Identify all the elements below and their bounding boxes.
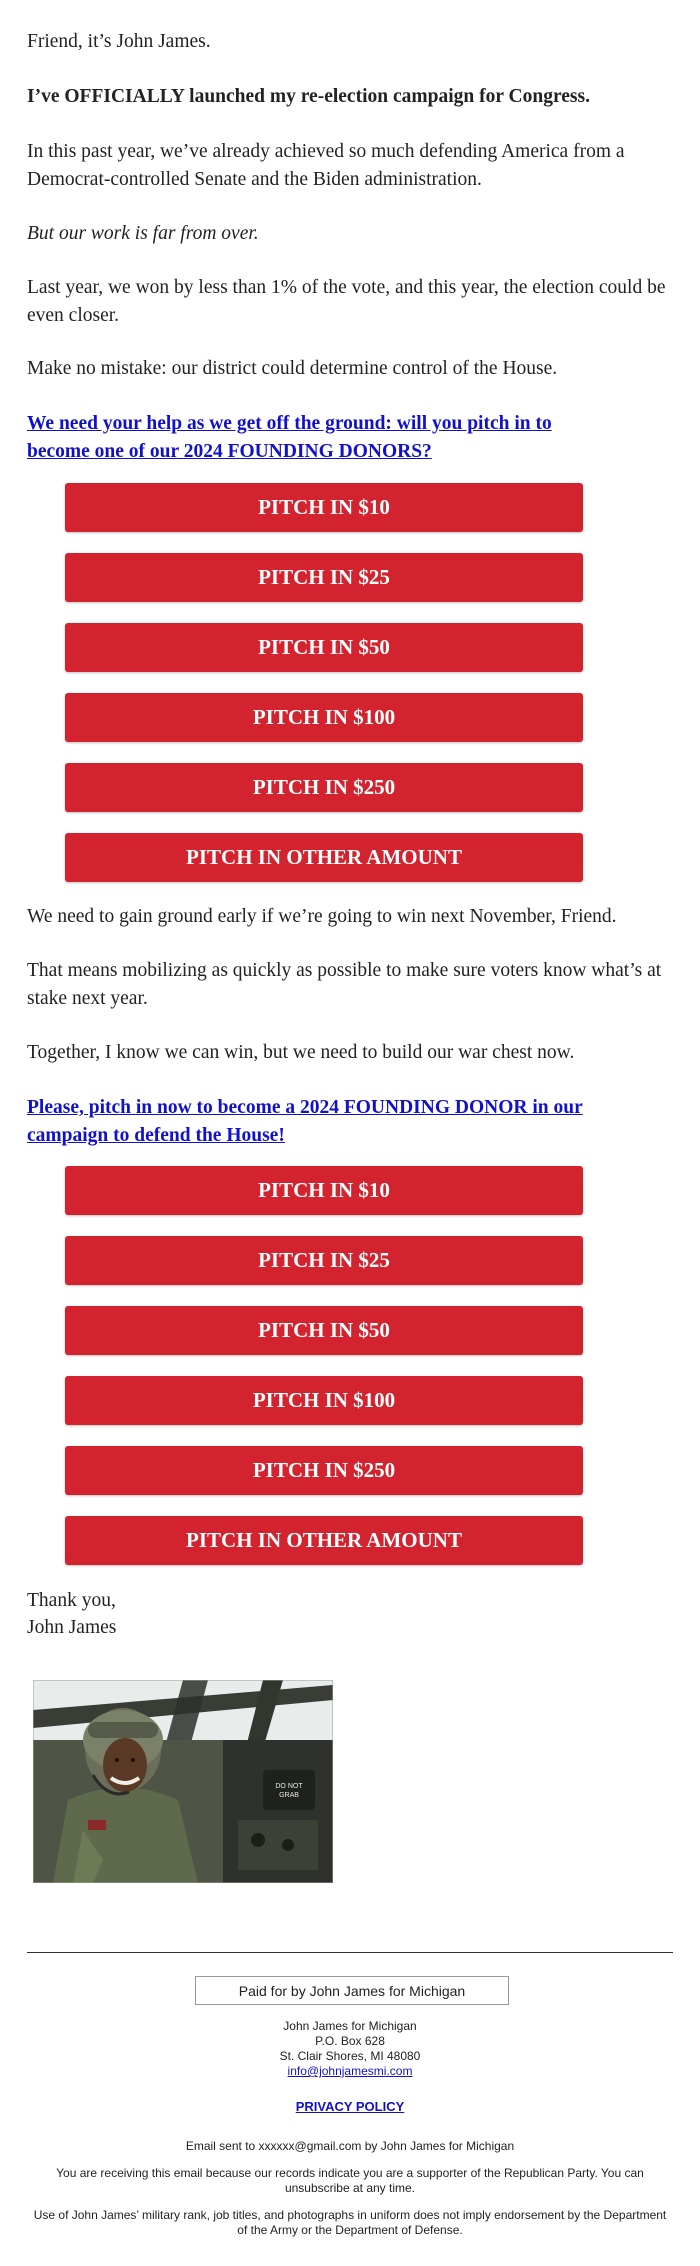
donate-link-1[interactable]: We need your help as we get off the ground: will you pitch in to become one of our 2024 FOUNDING DONORS? (27, 413, 552, 462)
do-not-grab-label: DO NOT (275, 1783, 303, 1790)
donate-link-2[interactable]: Please, pitch in now to become a 2024 FOUNDING DONOR in our campaign to defend the House! (27, 1097, 583, 1146)
footer-city: St. Clair Shores, MI 48080 (279, 2049, 421, 2063)
headline: I’ve OFFICIALLY launched my re-election campaign for Congress. (27, 86, 590, 107)
pitch-in-other-button[interactable]: PITCH IN OTHER AMOUNT (65, 833, 583, 882)
paragraph-2: But our work is far from over. (27, 223, 259, 244)
signoff: Thank you, (27, 1590, 116, 1611)
cockpit-photo-illustration (33, 1680, 333, 1883)
paragraph-6: That means mobilizing as quickly as possible to make sure voters know what’s at stake next year. (27, 960, 662, 1009)
pitch-in-other-button-2[interactable]: PITCH IN OTHER AMOUNT (65, 1516, 583, 1565)
footer-sent-to: Email sent to xxxxxx@gmail.com by John James for Michigan (185, 2139, 515, 2153)
paragraph-4: Make no mistake: our district could determine control of the House. (27, 358, 558, 379)
footer-privacy (27, 2099, 673, 2114)
footer-reason: You are receiving this email because our records indicate you are a supporter of the Republican Party. You can unsubscribe at any time. (56, 2166, 644, 2195)
footer-divider (27, 1952, 673, 1953)
pitch-in-50-button[interactable]: PITCH IN $50 (65, 623, 583, 672)
paragraph-7: Together, I know we can win, but we need to build our war chest now. (27, 1042, 575, 1063)
do-not-grab-label-2: GRAB (279, 1792, 299, 1799)
paragraph-5: We need to gain ground early if we’re going to win next November, Friend. (27, 906, 617, 927)
pitch-in-250-button[interactable]: PITCH IN $250 (65, 763, 583, 812)
pitch-in-50-button-2[interactable]: PITCH IN $50 (65, 1306, 583, 1355)
pitch-in-25-button[interactable]: PITCH IN $25 (65, 553, 583, 602)
footer-po-box: P.O. Box 628 (315, 2034, 385, 2048)
pitch-in-10-button-2[interactable]: PITCH IN $10 (65, 1166, 583, 1215)
footer-email-link[interactable]: info@johnjamesmi.com (287, 2064, 413, 2078)
pitch-in-10-button[interactable]: PITCH IN $10 (65, 483, 583, 532)
privacy-policy-link[interactable]: PRIVACY POLICY (295, 2099, 405, 2114)
footer-disclaimer: Use of John James’ military rank, job titles, and photographs in uniform does not imply endorsement by the Department of the Army or the Department of Defense. (33, 2208, 667, 2237)
greeting: Friend, it’s John James. (27, 31, 211, 52)
pitch-in-250-button-2[interactable]: PITCH IN $250 (65, 1446, 583, 1495)
pitch-in-100-button-2[interactable]: PITCH IN $100 (65, 1376, 583, 1425)
pitch-in-100-button[interactable]: PITCH IN $100 (65, 693, 583, 742)
footer-email (27, 2064, 673, 2079)
pitch-in-25-button-2[interactable]: PITCH IN $25 (65, 1236, 583, 1285)
footer-org: John James for Michigan (283, 2019, 417, 2033)
paid-for-box: Paid for by John James for Michigan (195, 1976, 509, 2005)
paragraph-3: Last year, we won by less than 1% of the vote, and this year, the election could be even closer. (27, 277, 666, 326)
paragraph-1: In this past year, we’ve already achieved so much defending America from a Democrat-controlled Senate and the Biden administration. (27, 141, 625, 190)
signature: John James (27, 1617, 117, 1638)
candidate-photo (33, 1680, 333, 1883)
